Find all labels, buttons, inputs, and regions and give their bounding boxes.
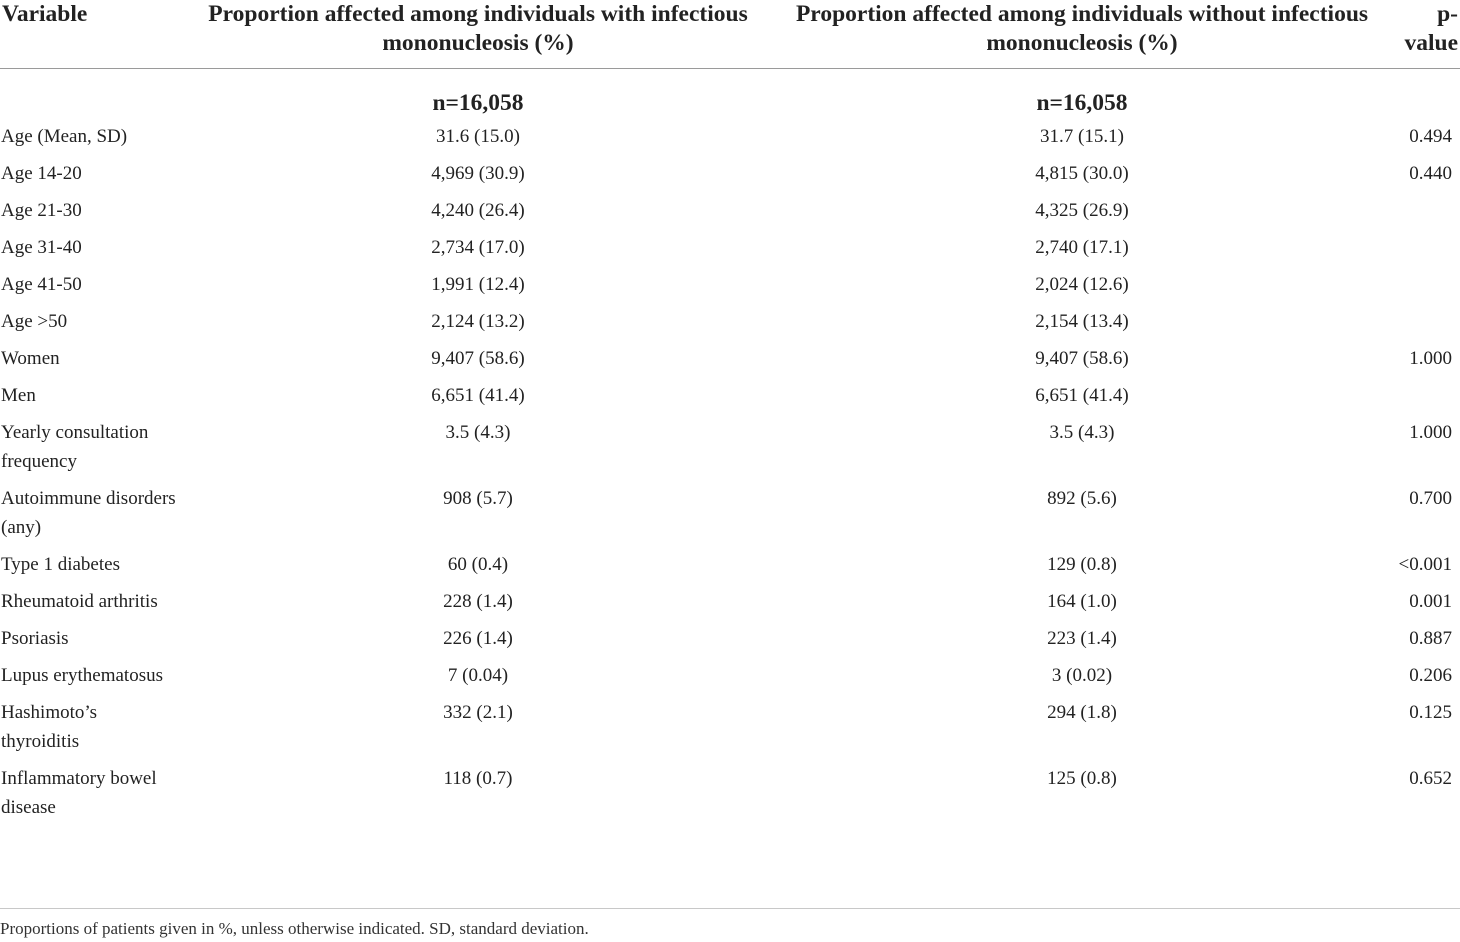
cell-with-im: 2,124 (13.2) [431, 311, 525, 332]
cell-p-value [1384, 307, 1460, 344]
cell-with-im: 4,240 (26.4) [431, 200, 525, 221]
cell-with-im: 332 (2.1) [443, 702, 513, 723]
table-body [0, 69, 1460, 831]
table-row [0, 270, 1460, 307]
cell-variable: Inflammatory bowel disease [1, 768, 157, 818]
cell-with-im: 4,969 (30.9) [431, 163, 525, 184]
table-row [0, 587, 1460, 624]
cell-with-im: 31.6 (15.0) [436, 126, 520, 147]
cell-p-value [1384, 233, 1460, 270]
cell-without-im: 164 (1.0) [1047, 591, 1117, 612]
cell-without-im: 3.5 (4.3) [1049, 422, 1115, 443]
table-row [0, 550, 1460, 587]
cell-without-im: 129 (0.8) [1047, 554, 1117, 575]
cell-with-im: 9,407 (58.6) [431, 348, 525, 369]
cell-p-value: 0.494 [1409, 126, 1452, 147]
sample-size-blank [0, 69, 176, 123]
cell-with-im: 226 (1.4) [443, 628, 513, 649]
table-row [0, 484, 1460, 550]
footnote-divider [0, 908, 1460, 909]
cell-p-value [1384, 196, 1460, 233]
cell-p-value: 0.440 [1409, 163, 1452, 184]
cell-variable: Age 21-30 [1, 200, 82, 221]
cell-without-im: 31.7 (15.1) [1040, 126, 1124, 147]
cell-with-im: 228 (1.4) [443, 591, 513, 612]
table-row [0, 196, 1460, 233]
n-without: n=16,058 [1036, 90, 1128, 116]
cell-variable: Yearly consultation frequency [1, 422, 149, 472]
header-variable: Variable [0, 0, 176, 69]
cell-variable: Lupus erythematosus [1, 665, 164, 686]
cell-p-value: 1.000 [1409, 348, 1452, 369]
header-without-im: Proportion affected among individuals without infectious mononucleosis (%) [780, 0, 1384, 69]
footnote: Proportions of patients given in %, unless otherwise indicated. SD, standard deviation. [0, 919, 589, 938]
table-row [0, 307, 1460, 344]
cell-p-value: 0.700 [1409, 488, 1452, 509]
cell-variable: Age 41-50 [1, 274, 82, 295]
cell-without-im: 6,651 (41.4) [1035, 385, 1129, 406]
cell-p-value: <0.001 [1398, 554, 1452, 575]
table-row [0, 764, 1460, 830]
table-row [0, 381, 1460, 418]
cell-with-im: 908 (5.7) [443, 488, 513, 509]
table-row [0, 698, 1460, 764]
cell-variable: Type 1 diabetes [1, 554, 120, 575]
cell-without-im: 294 (1.8) [1047, 702, 1117, 723]
cell-with-im: 118 (0.7) [443, 768, 513, 789]
cell-without-im: 125 (0.8) [1047, 768, 1117, 789]
table-header [0, 0, 1460, 69]
cell-variable: Hashimoto’s thyroiditis [1, 702, 98, 752]
cell-without-im: 9,407 (58.6) [1035, 348, 1129, 369]
table-row [0, 344, 1460, 381]
table-row [0, 233, 1460, 270]
sample-size-blank-p [1384, 69, 1460, 123]
cell-with-im: 1,991 (12.4) [431, 274, 525, 295]
cell-p-value [1384, 270, 1460, 307]
cell-p-value: 0.887 [1409, 628, 1452, 649]
cell-with-im: 6,651 (41.4) [431, 385, 525, 406]
cell-without-im: 2,154 (13.4) [1035, 311, 1129, 332]
cell-variable: Psoriasis [1, 628, 69, 649]
cell-p-value: 0.652 [1409, 768, 1452, 789]
cell-without-im: 4,815 (30.0) [1035, 163, 1129, 184]
table-row [0, 661, 1460, 698]
table-row [0, 122, 1460, 159]
table-row [0, 159, 1460, 196]
cell-variable: Men [1, 385, 36, 406]
cell-without-im: 4,325 (26.9) [1035, 200, 1129, 221]
cell-p-value: 0.001 [1409, 591, 1452, 612]
cell-variable: Autoimmune disorders (any) [1, 488, 176, 538]
cell-without-im: 3 (0.02) [1051, 665, 1113, 686]
cell-without-im: 2,740 (17.1) [1035, 237, 1129, 258]
cell-variable: Age >50 [1, 311, 68, 332]
cell-p-value: 0.206 [1409, 665, 1452, 686]
header-p-value: p-value [1384, 0, 1460, 69]
header-with-im: Proportion affected among individuals with infectious mononucleosis (%) [176, 0, 780, 69]
n-with: n=16,058 [432, 90, 524, 116]
cell-p-value: 1.000 [1409, 422, 1452, 443]
cell-variable: Rheumatoid arthritis [1, 591, 158, 612]
cell-with-im: 3.5 (4.3) [445, 422, 511, 443]
cell-variable: Age 31-40 [1, 237, 82, 258]
cell-with-im: 60 (0.4) [447, 554, 509, 575]
cell-variable: Women [1, 348, 60, 369]
cell-p-value: 0.125 [1409, 702, 1452, 723]
cell-with-im: 7 (0.04) [447, 665, 509, 686]
cell-p-value [1384, 381, 1460, 418]
cell-without-im: 223 (1.4) [1047, 628, 1117, 649]
cell-without-im: 2,024 (12.6) [1035, 274, 1129, 295]
table-row [0, 624, 1460, 661]
cell-variable: Age 14-20 [1, 163, 82, 184]
cell-with-im: 2,734 (17.0) [431, 237, 525, 258]
cell-variable: Age (Mean, SD) [1, 126, 128, 147]
table-row [0, 418, 1460, 484]
sample-size-row [0, 69, 1460, 123]
cell-without-im: 892 (5.6) [1047, 488, 1117, 509]
